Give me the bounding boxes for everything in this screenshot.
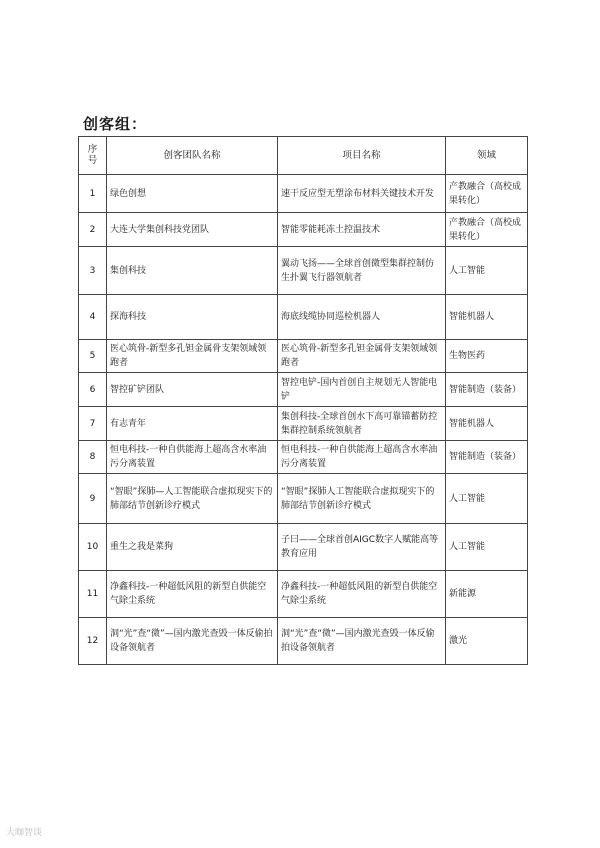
row-field: 智能机器人 bbox=[446, 407, 528, 441]
row-team: 有志青年 bbox=[107, 407, 278, 441]
row-team: 重生之我是菜狗 bbox=[107, 524, 278, 571]
row-num: 5 bbox=[79, 340, 107, 373]
row-field: 生物医药 bbox=[446, 340, 528, 373]
row-project: 医心筑骨-新型多孔钽金属骨支架领域领跑者 bbox=[278, 340, 446, 373]
table-header-row bbox=[79, 137, 528, 175]
row-team: 智控矿铲团队 bbox=[107, 373, 278, 407]
row-num: 10 bbox=[79, 524, 107, 571]
table-row bbox=[79, 213, 528, 247]
row-field: 人工智能 bbox=[446, 524, 528, 571]
row-project: 智能零能耗冻土控温技术 bbox=[278, 213, 446, 247]
row-num: 11 bbox=[79, 571, 107, 618]
row-team: 净鑫科技-一种超低风阻的新型自供能空气除尘系统 bbox=[107, 571, 278, 618]
header-team: 创客团队名称 bbox=[107, 137, 278, 175]
row-num: 1 bbox=[79, 175, 107, 213]
watermark: 大咖智谈 bbox=[6, 828, 43, 838]
row-num: 12 bbox=[79, 618, 107, 665]
section-title: 创客组： bbox=[83, 115, 148, 133]
row-project: 洞“光”查“微”—国内激光查毁一体反偷拍设备领航者 bbox=[278, 618, 446, 665]
row-team: 探海科技 bbox=[107, 295, 278, 340]
header-project: 项目名称 bbox=[278, 137, 446, 175]
row-num: 4 bbox=[79, 295, 107, 340]
row-field: 智能机器人 bbox=[446, 295, 528, 340]
table-row bbox=[79, 247, 528, 295]
row-team: “智眼”探肺—人工智能联合虚拟现实下的肺部结节创新诊疗模式 bbox=[107, 474, 278, 524]
row-field: 激光 bbox=[446, 618, 528, 665]
entry-table bbox=[78, 136, 528, 665]
row-team: 大连大学集创科技党团队 bbox=[107, 213, 278, 247]
row-num: 6 bbox=[79, 373, 107, 407]
row-team: 医心筑骨-新型多孔钽金属骨支架领域领跑者 bbox=[107, 340, 278, 373]
row-project: 净鑫科技-一种超低风阻的新型自供能空气除尘系统 bbox=[278, 571, 446, 618]
row-team: 洞“光”查“微”—国内激光查毁一体反偷拍设备领航者 bbox=[107, 618, 278, 665]
table-row bbox=[79, 340, 528, 373]
row-num: 7 bbox=[79, 407, 107, 441]
row-project: 海底线缆协同巡检机器人 bbox=[278, 295, 446, 340]
table-row bbox=[79, 571, 528, 618]
row-team: 绿色创想 bbox=[107, 175, 278, 213]
row-project: “智眼”探肺人工智能联合虚拟现实下的肺部结节创新诊疗模式 bbox=[278, 474, 446, 524]
table-row bbox=[79, 175, 528, 213]
table-row bbox=[79, 474, 528, 524]
table-row bbox=[79, 618, 528, 665]
row-project: 速干反应型无塑涂布材料关键技术开发 bbox=[278, 175, 446, 213]
row-field: 智能制造（装备） bbox=[446, 441, 528, 474]
row-team: 集创科技 bbox=[107, 247, 278, 295]
table-row bbox=[79, 407, 528, 441]
row-project: 恒电科技-一种自供能海上超高含水率油污分离装置 bbox=[278, 441, 446, 474]
table-row bbox=[79, 373, 528, 407]
row-field: 人工智能 bbox=[446, 247, 528, 295]
row-team: 恒电科技-一种自供能海上超高含水率油污分离装置 bbox=[107, 441, 278, 474]
row-field: 新能源 bbox=[446, 571, 528, 618]
row-field: 智能制造（装备） bbox=[446, 373, 528, 407]
table-row bbox=[79, 524, 528, 571]
row-project: 子曰——全球首创AIGC数字人赋能高等教育应用 bbox=[278, 524, 446, 571]
table-row bbox=[79, 295, 528, 340]
header-field: 领域 bbox=[446, 137, 528, 175]
row-num: 3 bbox=[79, 247, 107, 295]
row-num: 9 bbox=[79, 474, 107, 524]
row-num: 2 bbox=[79, 213, 107, 247]
row-field: 产教融合（高校成果转化） bbox=[446, 213, 528, 247]
row-field: 产教融合（高校成果转化） bbox=[446, 175, 528, 213]
row-project: 集创科技-全球首创水下高可靠锚蓄防控集群控制系统领航者 bbox=[278, 407, 446, 441]
table-row bbox=[79, 441, 528, 474]
row-project: 翼动飞扬——全球首创微型集群控制仿生扑翼飞行器领航者 bbox=[278, 247, 446, 295]
row-project: 智控电铲-国内首创自主规划无人智能电铲 bbox=[278, 373, 446, 407]
row-field: 人工智能 bbox=[446, 474, 528, 524]
header-num: 序号 bbox=[79, 137, 107, 175]
row-num: 8 bbox=[79, 441, 107, 474]
